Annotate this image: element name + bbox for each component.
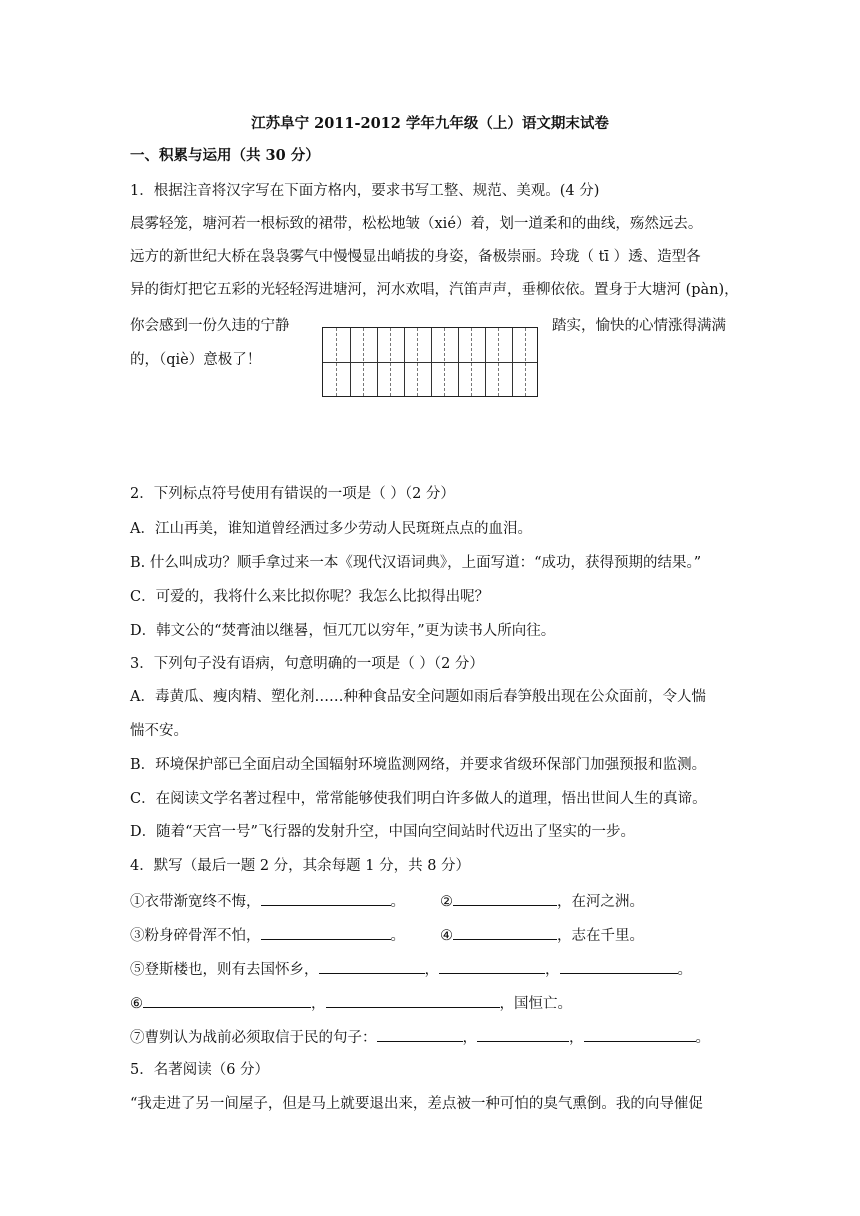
reading-passage: “我走进了另一间屋子，但是马上就要退出来，差点被一种可怕的臭气熏倒。我的向导催促 [130,1096,703,1112]
answer-blank[interactable] [453,924,557,940]
answer-grid[interactable] [322,327,538,397]
question-3-option: B．环境保护部已全面启动全国辐射环境监测网络，并要求省级环保部门加强预报和监测。 [130,757,707,773]
question-1-text-line: 晨雾轻笼，塘河若一根标致的裙带，松松地皱（xié）着，划一道柔和的曲线，殇然远去。 [130,216,703,232]
answer-blank[interactable] [477,1026,569,1042]
question-2-option: B. 什么叫成功？顺手拿过来一本《现代汉语词典》，上面写道：“成功，获得预期的结果。” [130,555,702,571]
question-3-option: A．毒黄瓜、瘦肉精、塑化剂……种种食品安全问题如雨后春笋般出现在公众面前，令人惴 [130,689,706,705]
question-2-option: C．可爱的，我将什么来比拟你呢？我怎么比拟得出呢？ [130,589,490,605]
answer-blank[interactable] [584,1026,696,1042]
question-1-text-line: 的，（qiè）意极了！ [130,352,262,368]
question-5-prompt: 5．名著阅读（6 分） [130,1062,270,1078]
recitation-item: ② ，在河之洲。 [440,890,644,912]
recitation-item: ④ ，志在千里。 [440,924,644,946]
question-4-prompt: 4．默写（最后一题 2 分，其余每题 1 分，共 8 分） [130,858,471,874]
recitation-item: ⑦曹刿认为战前必须取信于民的句子： ， ， 。 [130,1026,710,1048]
recitation-item: ⑥ ， ，国恒亡。 [130,992,572,1014]
question-2-option: D．韩文公的“焚膏油以继晷，恒兀兀以穷年，”更为读书人所向往。 [130,623,556,639]
answer-blank[interactable] [377,1026,463,1042]
answer-blank[interactable] [439,958,545,974]
question-1-prompt: 1．根据注音将汉字写在下面方格内，要求书写工整、规范、美观。(4 分) [130,183,600,199]
recitation-item: ⑤登斯楼也，则有去国怀乡， ， ， 。 [130,958,692,980]
answer-blank[interactable] [453,890,557,906]
answer-blank[interactable] [143,992,311,1008]
answer-blank[interactable] [261,924,391,940]
question-2-option: A．江山再美，谁知道曾经洒过多少劳动人民斑斑点点的血泪。 [130,521,532,537]
answer-blank[interactable] [560,958,678,974]
question-1-text-line: 踏实，愉快的心情涨得满满 [552,318,726,334]
question-3-prompt: 3．下列句子没有语病，句意明确的一项是（ ）（2 分） [130,656,484,672]
question-3-option: D．随着“天宫一号”飞行器的发射升空，中国向空间站时代迈出了坚实的一步。 [130,824,635,840]
question-2-prompt: 2．下列标点符号使用有错误的一项是（ ）（2 分） [130,486,455,502]
question-1-text-line: 异的街灯把它五彩的光轻轻泻进塘河，河水欢唱，汽笛声声，垂柳依依。置身于大塘河 (pàn)， [130,282,739,298]
page-title: 江苏阜宁 2011-2012 学年九年级（上）语文期末试卷 [251,115,609,132]
answer-blank[interactable] [326,992,500,1008]
answer-blank[interactable] [319,958,425,974]
answer-blank[interactable] [261,890,391,906]
question-1-text-line: 你会感到一份久违的宁静 [130,318,290,334]
question-3-option: 惴不安。 [130,723,188,739]
recitation-item: ③粉身碎骨浑不怕， 。 [130,924,405,946]
question-1-text-line: 远方的新世纪大桥在袅袅雾气中慢慢显出峭拔的身姿，备极崇丽。玲珑（ tī ）透、造型各 [130,249,701,265]
section-heading: 一、积累与运用（共 30 分） [130,147,320,164]
recitation-item: ①衣带渐宽终不悔， 。 [130,890,405,912]
question-3-option: C．在阅读文学名著过程中，常常能够使我们明白许多做人的道理，悟出世间人生的真谛。 [130,791,707,807]
